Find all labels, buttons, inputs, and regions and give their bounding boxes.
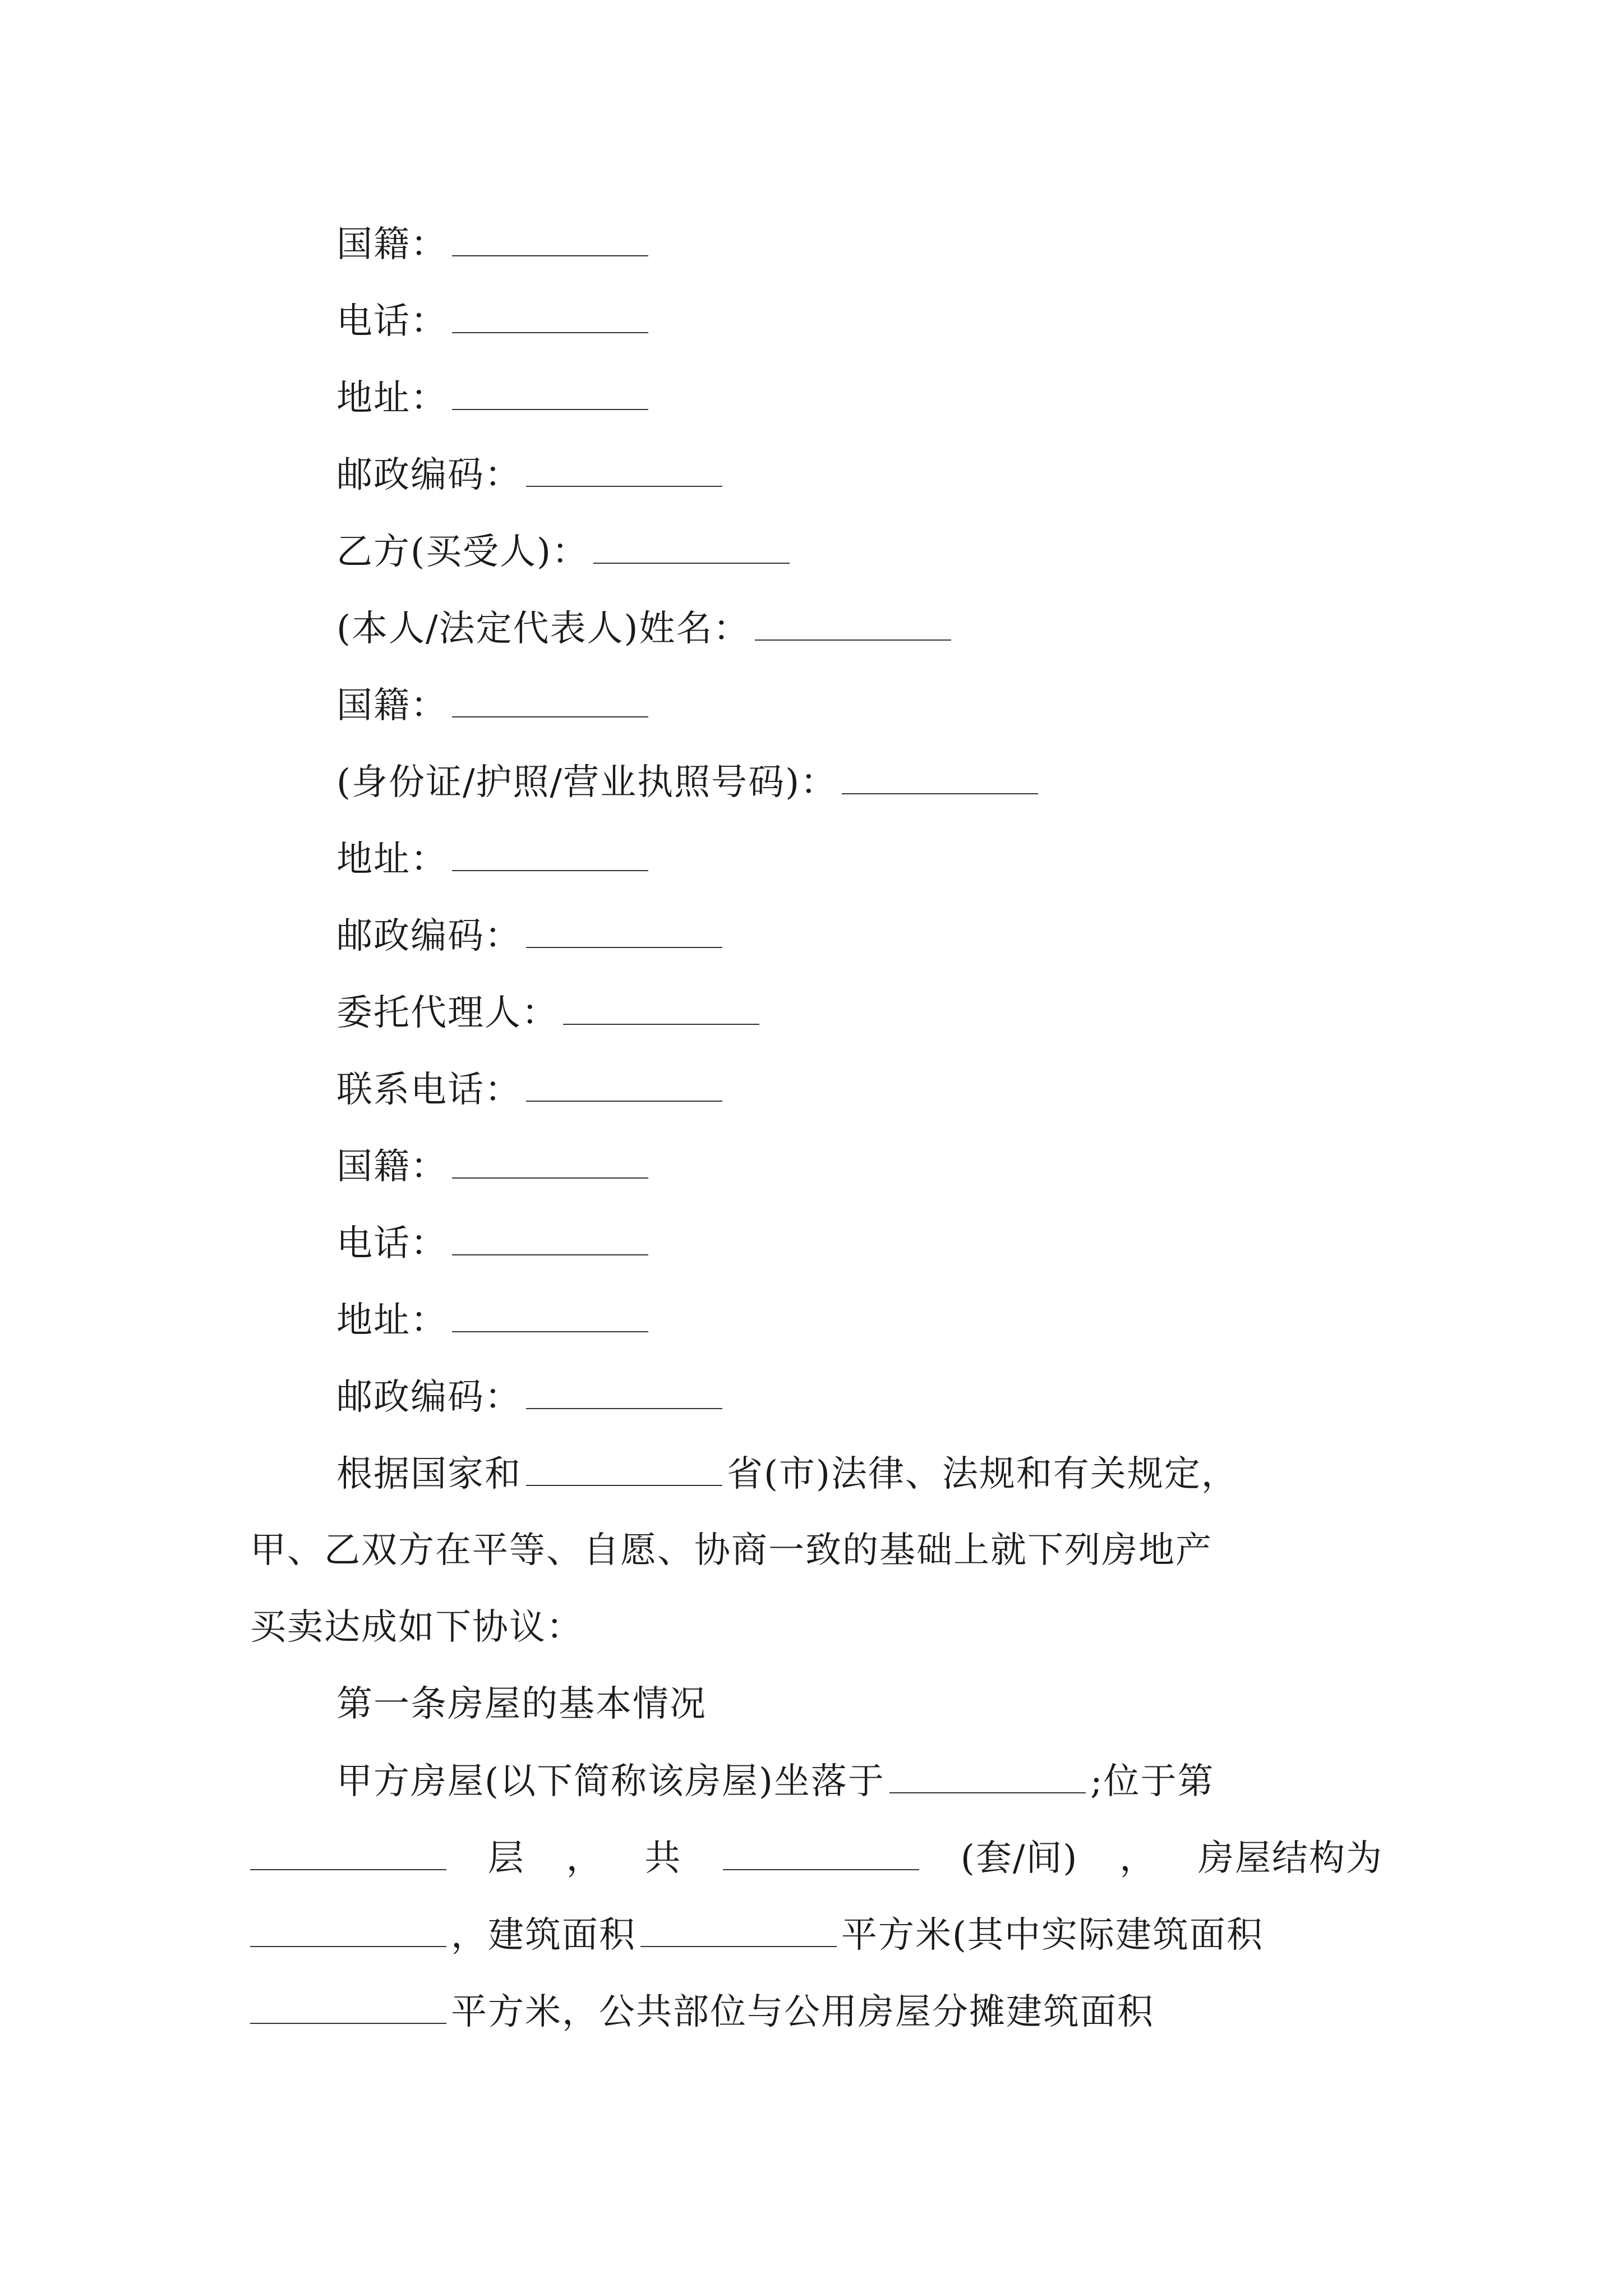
field-label: 国籍：	[336, 224, 448, 265]
preamble-text: 省(市)法律、法规和有关规定，	[727, 1453, 1238, 1495]
field-address-2	[336, 836, 1469, 882]
field-address-3	[336, 1297, 1469, 1343]
field-buyer	[336, 529, 1469, 574]
field-phone-1	[336, 298, 1469, 344]
preamble-line-1	[336, 1451, 1469, 1497]
preamble-text: 根据国家和	[336, 1453, 522, 1495]
field-contact-phone	[336, 1067, 1469, 1112]
field-label: 乙方(买受人)：	[336, 531, 589, 573]
fill-blank-actual-area[interactable]	[250, 1989, 446, 2024]
field-label: 委托代理人：	[336, 992, 559, 1034]
preamble-text: 甲、乙双方在平等、自愿、协商一致的基础上就下列房地产	[250, 1530, 1212, 1571]
field-address-1	[336, 375, 1469, 421]
article-1-heading	[336, 1682, 1469, 1727]
field-label: 国籍：	[336, 1146, 448, 1188]
body-text: ;位于第	[1090, 1761, 1215, 1802]
field-label: 地址：	[336, 378, 448, 419]
fill-blank[interactable]	[593, 529, 790, 564]
preamble-line-2	[250, 1528, 1383, 1573]
fill-blank-floor[interactable]	[250, 1835, 446, 1870]
fill-blank[interactable]	[526, 913, 722, 948]
preamble-line-3	[250, 1605, 1383, 1650]
body-text: 共	[644, 1838, 682, 1879]
fill-blank[interactable]	[526, 452, 722, 487]
fill-blank[interactable]	[452, 683, 648, 717]
field-phone-3	[336, 1221, 1469, 1266]
body-text: ，	[1119, 1838, 1157, 1879]
article-1-line-1	[336, 1759, 1383, 1804]
body-text: 平方米，公共部位与公用房屋分摊建筑面积	[451, 1991, 1154, 2033]
preamble-text: 买卖达成如下协议：	[250, 1607, 583, 1648]
body-text: ，	[566, 1838, 603, 1879]
fill-blank[interactable]	[563, 990, 759, 1025]
fill-blank[interactable]	[452, 1221, 648, 1255]
fill-blank[interactable]	[755, 606, 951, 641]
field-label: 邮政编码：	[336, 1377, 522, 1418]
fill-blank-structure[interactable]	[250, 1912, 446, 1947]
fill-blank[interactable]	[526, 1067, 722, 1102]
body-text: 甲方房屋(以下简称该房屋)坐落于	[336, 1761, 885, 1802]
field-agent	[336, 990, 1469, 1036]
fill-blank[interactable]	[842, 760, 1038, 794]
body-text: ，建筑面积	[451, 1915, 636, 1956]
fill-blank-location[interactable]	[889, 1759, 1086, 1793]
fill-blank-province[interactable]	[526, 1451, 722, 1486]
field-label: 联系电话：	[336, 1069, 522, 1111]
fill-blank[interactable]	[452, 836, 648, 871]
field-label: 电话：	[336, 301, 448, 342]
field-label: 国籍：	[336, 685, 448, 726]
field-label: 地址：	[336, 839, 448, 880]
article-1-line-3	[250, 1912, 1383, 1958]
field-label: 电话：	[336, 1223, 448, 1264]
field-nationality-2	[336, 683, 1469, 728]
field-postcode-1	[336, 452, 1469, 498]
fill-blank-area[interactable]	[640, 1912, 837, 1947]
body-text: 房屋结构为	[1197, 1838, 1383, 1879]
fill-blank[interactable]	[452, 1144, 648, 1179]
fill-blank[interactable]	[452, 375, 648, 410]
article-1-line-4	[250, 1989, 1383, 2035]
heading-text: 第一条房屋的基本情况	[336, 1683, 707, 1725]
field-label: (本人/法定代表人)姓名：	[336, 608, 750, 650]
article-1-line-2	[250, 1835, 1383, 1881]
field-postcode-2	[336, 913, 1469, 959]
field-id-number	[336, 760, 1469, 805]
fill-blank[interactable]	[526, 1374, 722, 1409]
field-nationality-1	[336, 222, 1469, 267]
field-postcode-3	[336, 1374, 1469, 1420]
body-text: 层	[487, 1838, 525, 1879]
field-label: 邮政编码：	[336, 454, 522, 496]
fill-blank[interactable]	[452, 1297, 648, 1332]
fill-blank[interactable]	[452, 298, 648, 333]
body-text: (套/间)	[960, 1838, 1078, 1879]
field-label: 邮政编码：	[336, 915, 522, 957]
field-buyer-name	[336, 606, 1469, 651]
fill-blank[interactable]	[452, 222, 648, 256]
body-text: 平方米(其中实际建筑面积	[841, 1915, 1264, 1956]
field-label: 地址：	[336, 1300, 448, 1341]
field-nationality-3	[336, 1144, 1469, 1189]
fill-blank-units[interactable]	[723, 1835, 919, 1870]
field-label: (身份证/护照/营业执照号码)：	[336, 762, 838, 803]
